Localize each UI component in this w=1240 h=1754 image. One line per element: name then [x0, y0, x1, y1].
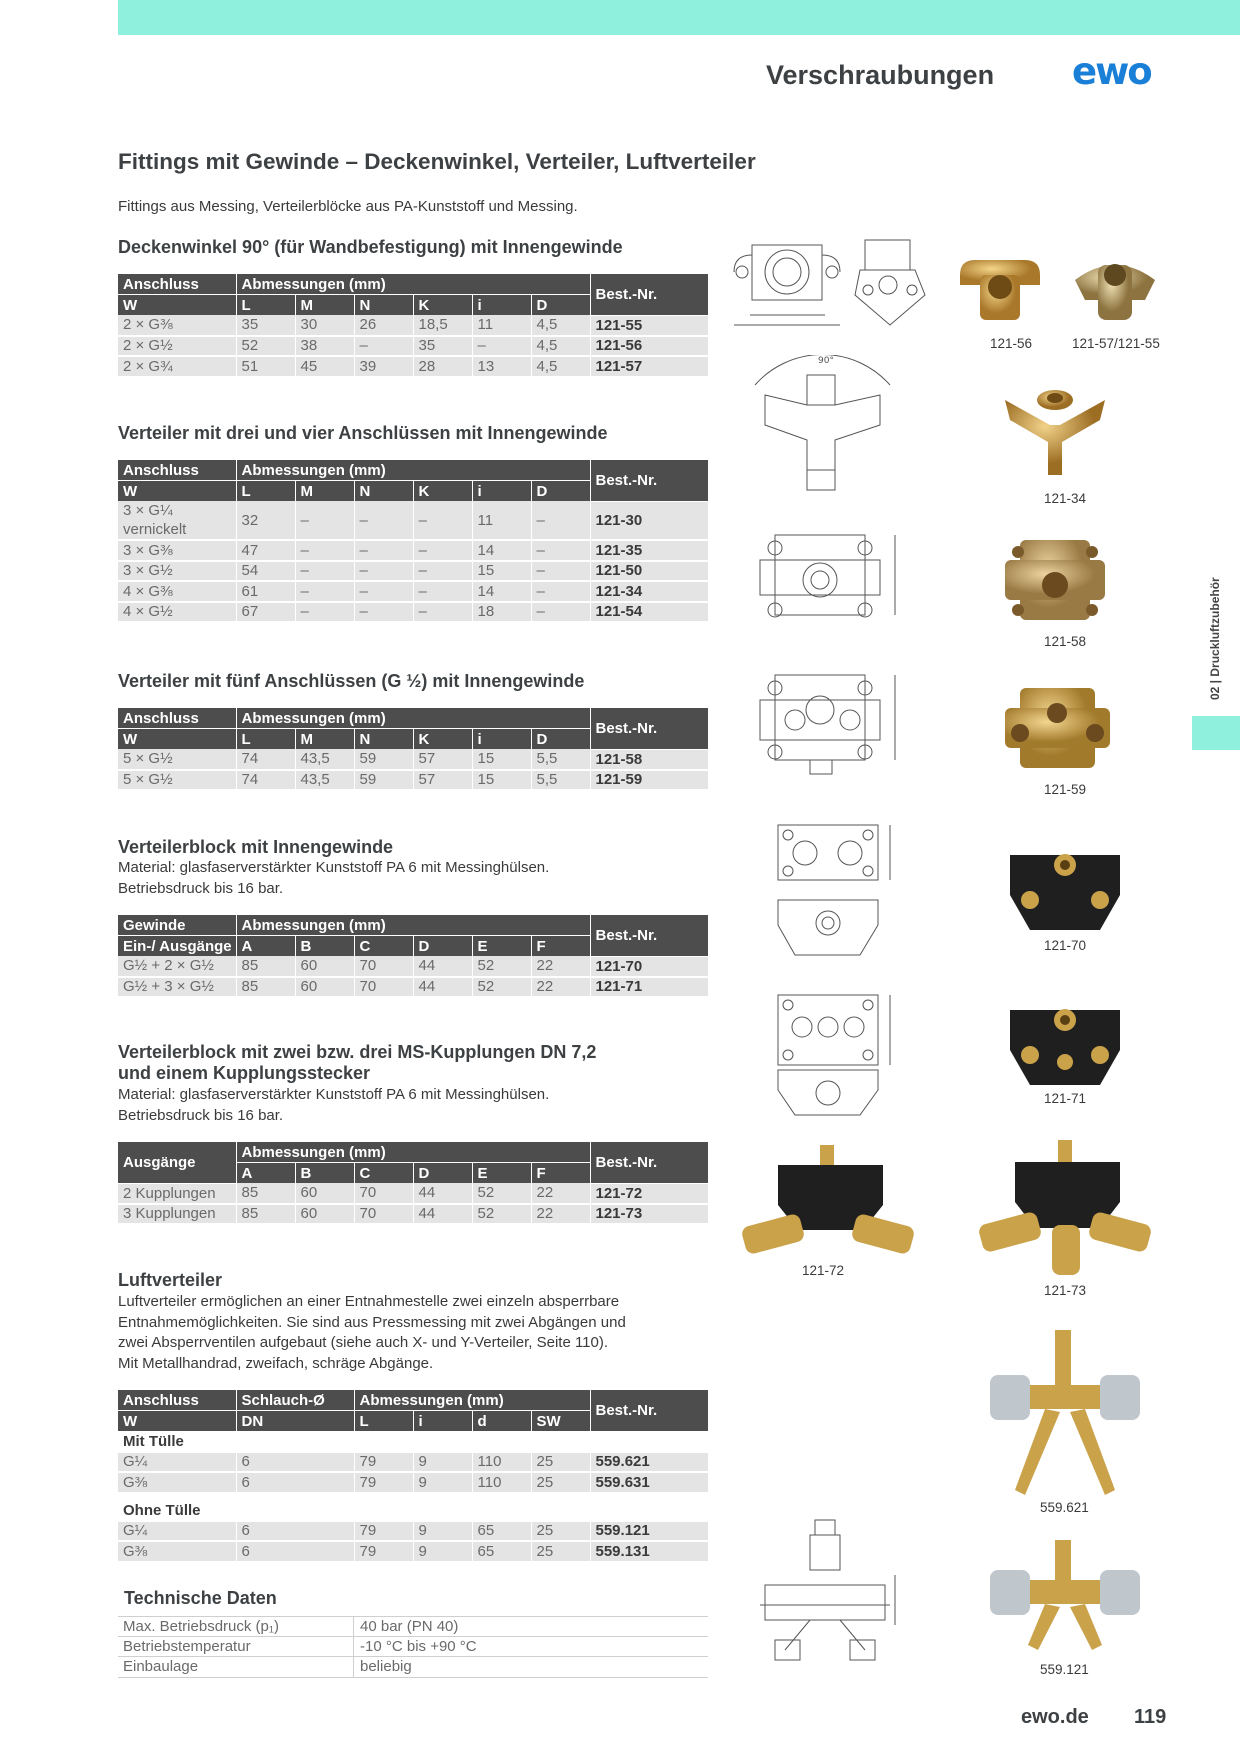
col-header: K — [413, 729, 472, 750]
col-header: D — [413, 1163, 472, 1184]
section-heading: Verteiler mit fünf Anschlüssen (G ½) mit Innengewinde — [118, 671, 585, 691]
photo-559-121 — [990, 1540, 1140, 1660]
table-group-row: Mit Tülle — [118, 1431, 708, 1452]
col-header: L — [354, 1411, 413, 1432]
side-tab-marker — [1192, 716, 1240, 750]
photo-caption: 121-59 — [1044, 782, 1087, 797]
drawing-verteilerblock-70 — [770, 805, 900, 965]
col-header: d — [472, 1411, 531, 1432]
col-header: E — [472, 1163, 531, 1184]
spec-table-verteiler-3-4 — [118, 460, 708, 623]
section-text: Material: glasfaserverstärkter Kunststoff PA 6 mit Messinghülsen. Betriebsdruck bis 16 bar. — [118, 1086, 550, 1124]
col-header: Best.-Nr. — [590, 460, 708, 501]
col-header: W — [118, 729, 236, 750]
table-row: 3 Kupplungen 85 60 70 44 52 22 121-73 — [118, 1204, 708, 1225]
photo-caption: 559.621 — [1040, 1500, 1089, 1515]
col-header: L — [236, 295, 295, 316]
ewo-logo: ewo — [1072, 50, 1151, 93]
tech-data-row: Max. Betriebsdruck (p₁) 40 bar (PN 40) — [118, 1616, 708, 1637]
page-number: 119 — [1134, 1706, 1167, 1728]
photo-121-56 — [955, 245, 1045, 335]
photo-caption: 121-57/121-55 — [1072, 336, 1160, 351]
col-header: SW — [531, 1411, 590, 1432]
table-row: 2 × G¾ 51 45 39 28 13 4,5 121-57 — [118, 356, 708, 377]
col-header: E — [472, 936, 531, 957]
footer-site: ewo.de — [1021, 1706, 1089, 1728]
table-row: G¼ 6 79 9 110 25 559.621 — [118, 1452, 708, 1473]
col-header: i — [472, 295, 531, 316]
col-header: M — [295, 481, 354, 502]
spec-table-verteilerblock — [118, 915, 708, 998]
table-row: 2 × G½ 52 38 – 35 – 4,5 121-56 — [118, 336, 708, 357]
tech-data-heading: Technische Daten — [124, 1588, 277, 1608]
col-header: Schlauch-Ø — [236, 1390, 354, 1411]
col-header: C — [354, 936, 413, 957]
col-header: Abmessungen (mm) — [354, 1390, 590, 1411]
col-header: F — [531, 936, 590, 957]
photo-121-70 — [1005, 835, 1125, 935]
col-header: Abmessungen (mm) — [236, 1142, 590, 1163]
section-heading: Verteilerblock mit Innengewinde — [118, 837, 394, 857]
col-header: i — [472, 729, 531, 750]
col-header: M — [295, 729, 354, 750]
col-header: Abmessungen (mm) — [236, 460, 590, 481]
col-header: C — [354, 1163, 413, 1184]
col-header: Ein-/ Ausgänge — [118, 936, 236, 957]
col-header: N — [354, 729, 413, 750]
col-header: Best.-Nr. — [590, 708, 708, 749]
tech-data-row: Betriebstemperatur -10 °C bis +90 °C — [118, 1637, 708, 1658]
table-group-row: Ohne Tülle — [118, 1493, 708, 1521]
drawing-verteilerblock-71 — [770, 975, 900, 1135]
col-header: Anschluss — [118, 274, 236, 295]
col-header: Ausgänge — [118, 1142, 236, 1183]
photo-caption: 121-58 — [1044, 634, 1087, 649]
col-header: A — [236, 936, 295, 957]
photo-caption: 121-56 — [990, 336, 1033, 351]
col-header: Best.-Nr. — [590, 1390, 708, 1431]
table-row: 3 × G¼ vernickelt 32 – – – 11 – 121-30 — [118, 501, 708, 540]
col-header: L — [236, 729, 295, 750]
drawing-verteiler-5b — [755, 660, 905, 780]
col-header: K — [413, 481, 472, 502]
col-header: DN — [236, 1411, 354, 1432]
col-header: B — [295, 936, 354, 957]
photo-caption: 121-34 — [1044, 491, 1087, 506]
table-row: G¼ 6 79 9 65 25 559.121 — [118, 1521, 708, 1542]
col-header: D — [531, 481, 590, 502]
section-heading: Luftverteiler — [118, 1270, 223, 1290]
col-header: Best.-Nr. — [590, 915, 708, 956]
col-header: W — [118, 295, 236, 316]
photo-121-73 — [975, 1140, 1155, 1280]
col-header: N — [354, 295, 413, 316]
section-text: Material: glasfaserverstärkter Kunststoff PA 6 mit Messinghülsen. Betriebsdruck bis 16 bar. — [118, 859, 550, 897]
col-header: Anschluss — [118, 460, 236, 481]
drawing-luftverteiler — [755, 1515, 905, 1665]
table-row: G½ + 2 × G½ 85 60 70 44 52 22 121-70 — [118, 956, 708, 977]
drawing-deckenwinkel — [730, 225, 940, 335]
col-header: K — [413, 295, 472, 316]
photo-caption: 121-72 — [802, 1263, 845, 1278]
photo-caption: 559.121 — [1040, 1662, 1089, 1677]
col-header: Best.-Nr. — [590, 274, 708, 315]
col-header: M — [295, 295, 354, 316]
photo-121-59 — [1000, 678, 1115, 778]
table-row: 5 × G½ 74 43,5 59 57 15 5,5 121-59 — [118, 770, 708, 791]
col-header: i — [472, 481, 531, 502]
table-row: 4 × G⅜ 61 – – – 14 – 121-34 — [118, 581, 708, 602]
table-row: 3 × G½ 54 – – – 15 – 121-50 — [118, 561, 708, 582]
photo-121-34 — [1000, 380, 1110, 490]
table-row: G⅜ 6 79 9 110 25 559.631 — [118, 1472, 708, 1493]
col-header: Anschluss — [118, 708, 236, 729]
col-header: Best.-Nr. — [590, 1142, 708, 1183]
photo-caption: 121-73 — [1044, 1283, 1087, 1298]
spec-table-kupplungen — [118, 1142, 708, 1225]
spec-table-deckenwinkel — [118, 274, 708, 378]
col-header: B — [295, 1163, 354, 1184]
col-header: A — [236, 1163, 295, 1184]
table-row: 2 Kupplungen 85 60 70 44 52 22 121-72 — [118, 1183, 708, 1204]
col-header: W — [118, 1411, 236, 1432]
photo-121-71 — [1005, 990, 1125, 1090]
col-header: Gewinde — [118, 915, 236, 936]
table-row: 4 × G½ 67 – – – 18 – 121-54 — [118, 602, 708, 623]
col-header: Abmessungen (mm) — [236, 915, 590, 936]
table-row: G½ + 3 × G½ 85 60 70 44 52 22 121-71 — [118, 977, 708, 998]
top-accent-bar — [118, 0, 1240, 35]
drawing-verteiler-4 — [745, 355, 905, 495]
col-header: Anschluss — [118, 1390, 236, 1411]
drawing-verteiler-5a — [755, 520, 905, 630]
drawing-angle-label: 90° — [818, 356, 834, 366]
section-heading: Verteiler mit drei und vier Anschlüssen mit Innengewinde — [118, 423, 608, 443]
spec-table-luftverteiler — [118, 1390, 708, 1563]
spec-table-verteiler-5 — [118, 708, 708, 791]
col-header: W — [118, 481, 236, 502]
col-header: N — [354, 481, 413, 502]
tech-data-table — [118, 1616, 708, 1678]
photo-559-621 — [990, 1330, 1140, 1510]
col-header: Abmessungen (mm) — [236, 708, 590, 729]
col-header: i — [413, 1411, 472, 1432]
side-tab-label: 02 | Druckluftzubehör — [1208, 577, 1222, 700]
page-header-title: Verschraubungen — [766, 60, 995, 90]
table-row: 2 × G⅜ 35 30 26 18,5 11 4,5 121-55 — [118, 315, 708, 336]
col-header: D — [531, 729, 590, 750]
table-row: 3 × G⅜ 47 – – – 14 – 121-35 — [118, 540, 708, 561]
col-header: Abmessungen (mm) — [236, 274, 590, 295]
page-title: Fittings mit Gewinde – Deckenwinkel, Verteiler, Luftverteiler — [118, 149, 756, 174]
photo-121-58 — [1000, 530, 1110, 630]
photo-caption: 121-71 — [1044, 1091, 1087, 1106]
tech-data-row: Einbaulage beliebig — [118, 1657, 708, 1678]
photo-121-57 — [1070, 245, 1160, 335]
section-heading: Deckenwinkel 90° (für Wandbefestigung) mit Innengewinde — [118, 237, 623, 257]
col-header: D — [413, 936, 472, 957]
photo-caption: 121-70 — [1044, 938, 1087, 953]
table-row: G⅜ 6 79 9 65 25 559.131 — [118, 1541, 708, 1562]
photo-121-72 — [738, 1145, 918, 1260]
col-header: D — [531, 295, 590, 316]
section-text: Luftverteiler ermöglichen an einer Entnahmestelle zwei einzeln absperrbare Entnahmemöglichkeiten. Sie sind aus Pressmessing mit zwei Abgängen und zwei Absperrventilen aufgebaut (siehe auch X- und Y-Verteiler, Seite 110). Mit Metallhandrad, zweifach, schräge Abgänge. — [118, 1293, 626, 1372]
intro-text: Fittings aus Messing, Verteilerblöcke aus PA-Kunststoff und Messing. — [118, 198, 578, 215]
col-header: L — [236, 481, 295, 502]
section-heading: Verteilerblock mit zwei bzw. drei MS-Kupplungen DN 7,2 und einem Kupplungsstecker — [118, 1042, 597, 1083]
col-header: F — [531, 1163, 590, 1184]
table-row: 5 × G½ 74 43,5 59 57 15 5,5 121-58 — [118, 749, 708, 770]
